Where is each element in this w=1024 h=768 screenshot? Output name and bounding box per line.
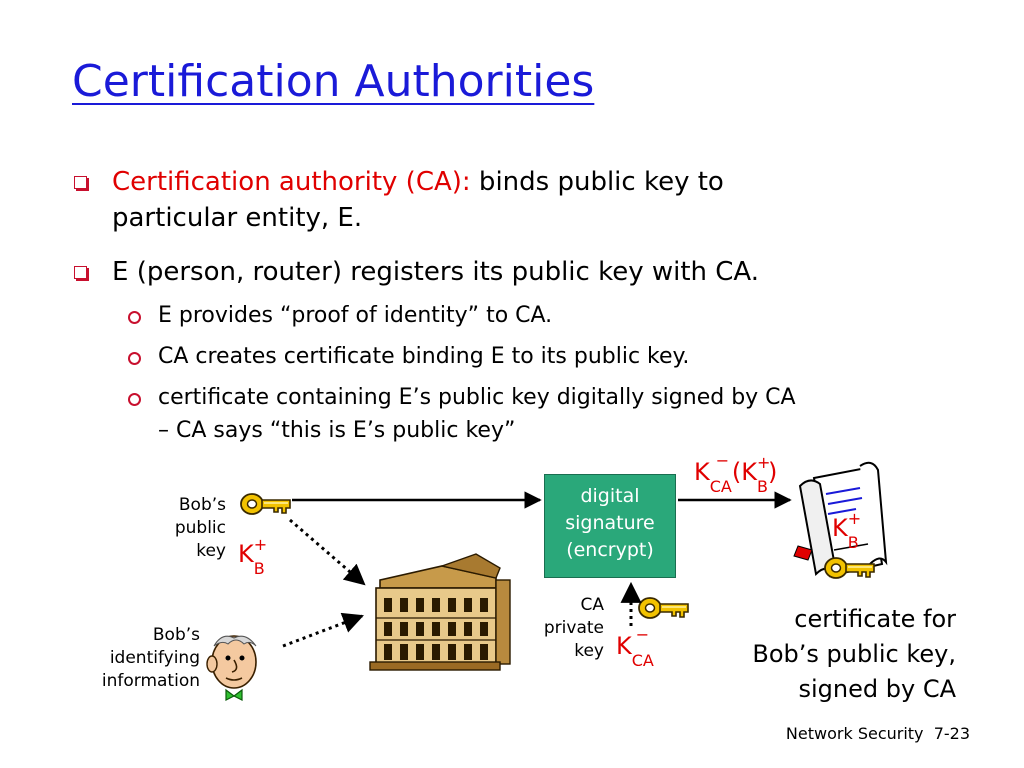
page-title: Certification Authorities [72,56,595,107]
sub-bullet-text: CA creates certificate binding E to its public key. [158,344,690,369]
dotted-arrow-person-to-ca [283,616,362,646]
person-face-icon [207,636,256,700]
bob-public-key-label: Bob’s public key [174,495,226,561]
key-icon [241,494,290,514]
dotted-arrow-key-to-ca [290,520,364,584]
bullet-text: particular entity, E. [112,203,363,233]
bob-identifying-info-label: Bob’s identifying information [101,625,200,691]
ca-private-key-label: CA private key [543,595,604,661]
key-icon [639,598,688,618]
signed-key-expression: K − $_{CA}$(K + $_B$) [694,451,778,497]
digital-signature-box: digital signature (encrypt) [544,474,676,578]
certificate-key-symbol: K + $_B$ [832,509,862,553]
ca-definition-term: Certification authority (CA): [112,167,471,197]
bob-public-key-symbol: K + $_B$ [238,535,268,579]
footer-section: Network Security [785,724,924,743]
sub-bullet-text: E provides “proof of identity” to CA. [158,303,553,328]
sub-bullet-text: – CA says “this is E’s public key” [158,418,516,443]
sub-bullet-text: certificate containing E’s public key digitally signed by CA [158,385,796,410]
bullet-text: E (person, router) registers its public key with CA. [112,257,760,287]
bullet-text: binds public key to [470,167,724,197]
ca-private-key-symbol: K − $_{CA}$ [616,625,654,671]
slide-footer [786,724,970,743]
ca-building-icon [370,554,510,670]
page-number: 7-23 [933,724,970,743]
certificate-caption: certificate for Bob’s public key, signed by CA [752,605,956,703]
